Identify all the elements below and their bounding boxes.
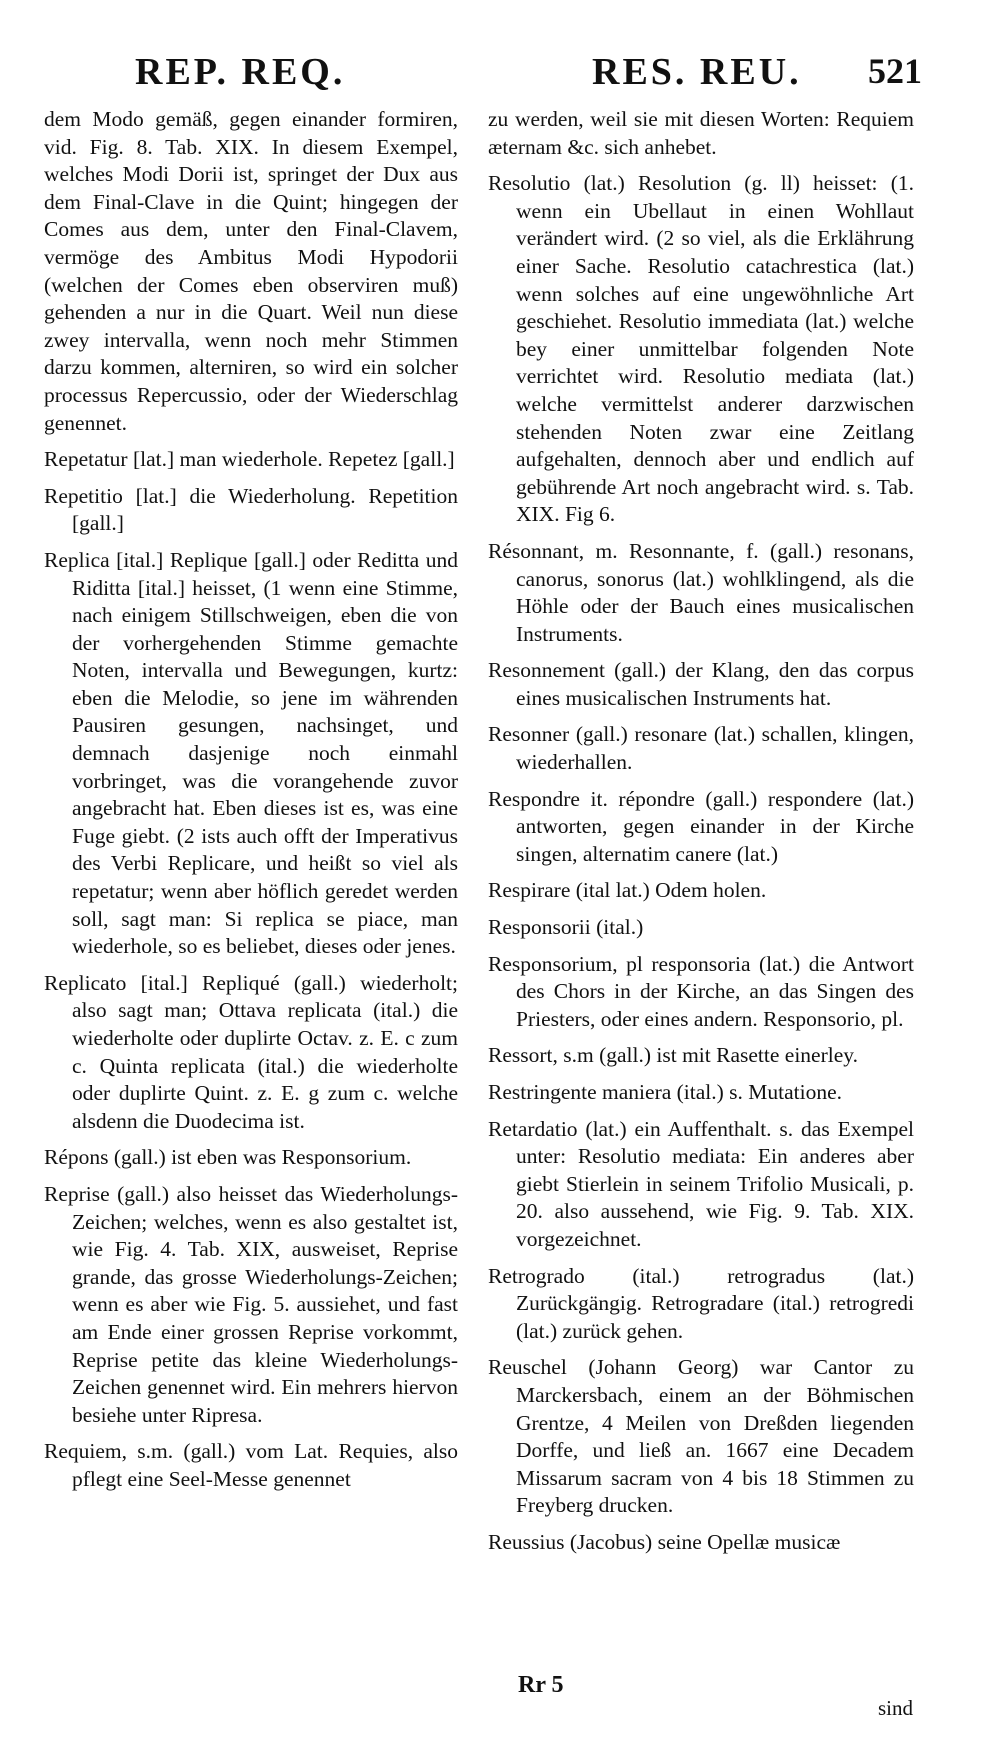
entry-repons: Répons (gall.) ist eben was Responsorium. <box>44 1145 412 1170</box>
entry-retrogrado: Retrogrado (ital.) retrogradus (lat.) Zurückgängig. Retrogradare (ital.) retrogredi (lat.) zurück gehen. <box>488 1263 914 1343</box>
entry-repetitio: Repetitio [lat.] die Wiederholung. Repetition [gall.] <box>44 483 458 536</box>
entry-responsorii: Responsorii (ital.) <box>488 915 644 940</box>
entry-reprise: Reprise (gall.) also heisset das Wiederholungs-Zeichen; welches, wenn es also gestaltet ist, wie Fig. 4. Tab. XIX, ausweiset, Reprise grande, das grosse Wiederholungs-Zeichen; wenn es aber wie Fig. 5. aussiehet, und fast am Ende einer grossen Reprise vorkommt, Reprise petite das kleine Wiederholungs-Zeichen genennet wird. Ein mehrers hiervon besiehe unter Ripresa. <box>44 1181 458 1427</box>
entry-respirare: Respirare (ital lat.) Odem holen. <box>488 878 767 903</box>
entry-reussius: Reussius (Jacobus) seine Opellæ musicæ <box>488 1529 841 1554</box>
entry-requiem: Requiem, s.m. (gall.) vom Lat. Requies, also pflegt eine Seel-Messe genennet <box>44 1439 458 1491</box>
entry-continuation-requiem: zu werden, weil sie mit diesen Worten: Requiem æternam &c. sich anhebet. <box>488 107 914 159</box>
entry-ressort: Ressort, s.m (gall.) ist mit Rasette einerley. <box>488 1043 859 1068</box>
entry-respondre: Respondre it. répondre (gall.) respondere (lat.) antworten, gegen einander in der Kirche singen, alternatim canere (lat.) <box>488 786 914 866</box>
running-head-left: REP. REQ. <box>135 51 346 93</box>
entry-responsorium: Responsorium, pl responsoria (lat.) die Antwort des Chors in der Kirche, an das Singen des Priesters, oder eines andern. Responsorio, pl. <box>488 951 914 1031</box>
entry-continuation: dem Modo gemäß, gegen einander formiren, vid. Fig. 8. Tab. XIX. In diesem Exempel, welches Modi Dorii ist, springet der Dux aus dem Final-Clave in die Quint; hingegen der Comes aus dem, unter den Final-Clavem, vermöge des Ambitus Modi Hypodorii (welchen der Comes eben observiren muß) gehenden a nur in die Quart. Weil nun diese zwey intervalla, wenn noch mehr Stimmen darzu kommen, alterniren, so wird ein solcher processus Repercussio, oder der Wiederschlag genennet. <box>44 107 458 435</box>
entry-resonner: Resonner (gall.) resonare (lat.) schallen, klingen, wiederhallen. <box>488 722 914 775</box>
entry-resonnement: Resonnement (gall.) der Klang, den das corpus eines musicalischen Instruments hat. <box>488 658 914 710</box>
entry-restringente: Restringente maniera (ital.) s. Mutatione. <box>488 1080 843 1104</box>
right-column <box>488 106 914 1566</box>
page-number: 521 <box>868 51 922 91</box>
signature-mark: Rr 5 <box>518 1672 564 1698</box>
running-head-right: RES. REU. <box>592 51 802 93</box>
entry-reuschel: Reuschel (Johann Georg) war Cantor zu Marckersbach, einem an der Böhmischen Grentze, 4 Meilen von Dreßden liegenden Dorffe, und ließ an. 1667 eine Decadem Missarum sacram von 4 bis 18 Stimmen zu Freyberg drucken. <box>488 1355 914 1518</box>
entry-resonnant: Résonnant, m. Resonnante, f. (gall.) resonans, canorus, sonorus (lat.) wohlklingend, als die Höhle oder der Bauch eines musicalischen Instruments. <box>488 538 914 646</box>
entry-resolutio: Resolutio (lat.) Resolution (g. ll) heisset: (1. wenn ein Ubellaut in einen Wohllaut verändert wird. (2 so viel, als die Erklährung einer Sache. Resolutio catachrestica (lat.) wenn solches auf eine ungewöhnliche Art geschiehet. Resolutio immediata (lat.) welche bey einer unmittelbar folgenden Note verrichtet wird. Resolutio mediata (lat.) welche vermittelst anderer darzwischen stehenden Noten zwar eine Zeitlang aufgehalten, dennoch aber und endlich auf gebührende Art noch angebracht wird. s. Tab. XIX. Fig 6. <box>488 171 914 527</box>
entry-replicato: Replicato [ital.] Repliqué (gall.) wiederholt; also sagt man; Ottava replicata (ital.) die wiederholte oder duplirte Octav. z. E. c zum c. Quinta replicata (ital.) die wiederholte oder duplirte Quint. z. E. g zum c. welche alsdenn die Duodecima ist. <box>44 970 458 1133</box>
entry-retardatio: Retardatio (lat.) ein Auffenthalt. s. das Exempel unter: Resolutio mediata: Ein anderes aber giebt Stierlein in seinem Trifolio Musicali, p. 20. also aussehend, wie Fig. 9. Tab. XIX. vorgezeichnet. <box>488 1116 914 1251</box>
left-column <box>44 106 458 1503</box>
catchword: sind <box>878 1696 914 1720</box>
entry-replica: Replica [ital.] Replique [gall.] oder Reditta und Riditta [ital.] heisset, (1 wenn eine Stimme, nach einigem Stillschweigen, eben die von der vorhergehenden Stimme gemachte Noten, intervalla und Bewegungen, kurtz: eben die Melodie, so jene im währenden Pausiren gesungen, nachsinget, und demnach dasjenige noch einmahl vorbringet, was die vorangehende zuvor angebracht hat. Eben dieses ist es, was eine Fuge giebt. (2 ists auch offt der Imperativus des Verbi Replicare, und heißt so viel als repetatur; wenn aber höflich geredet werden soll, sagt man: Si replica se piace, man wiederhole, so es beliebet, dieses oder jenes. <box>44 547 458 959</box>
entry-repetatur: Repetatur [lat.] man wiederhole. Repetez [gall.] <box>44 447 455 472</box>
